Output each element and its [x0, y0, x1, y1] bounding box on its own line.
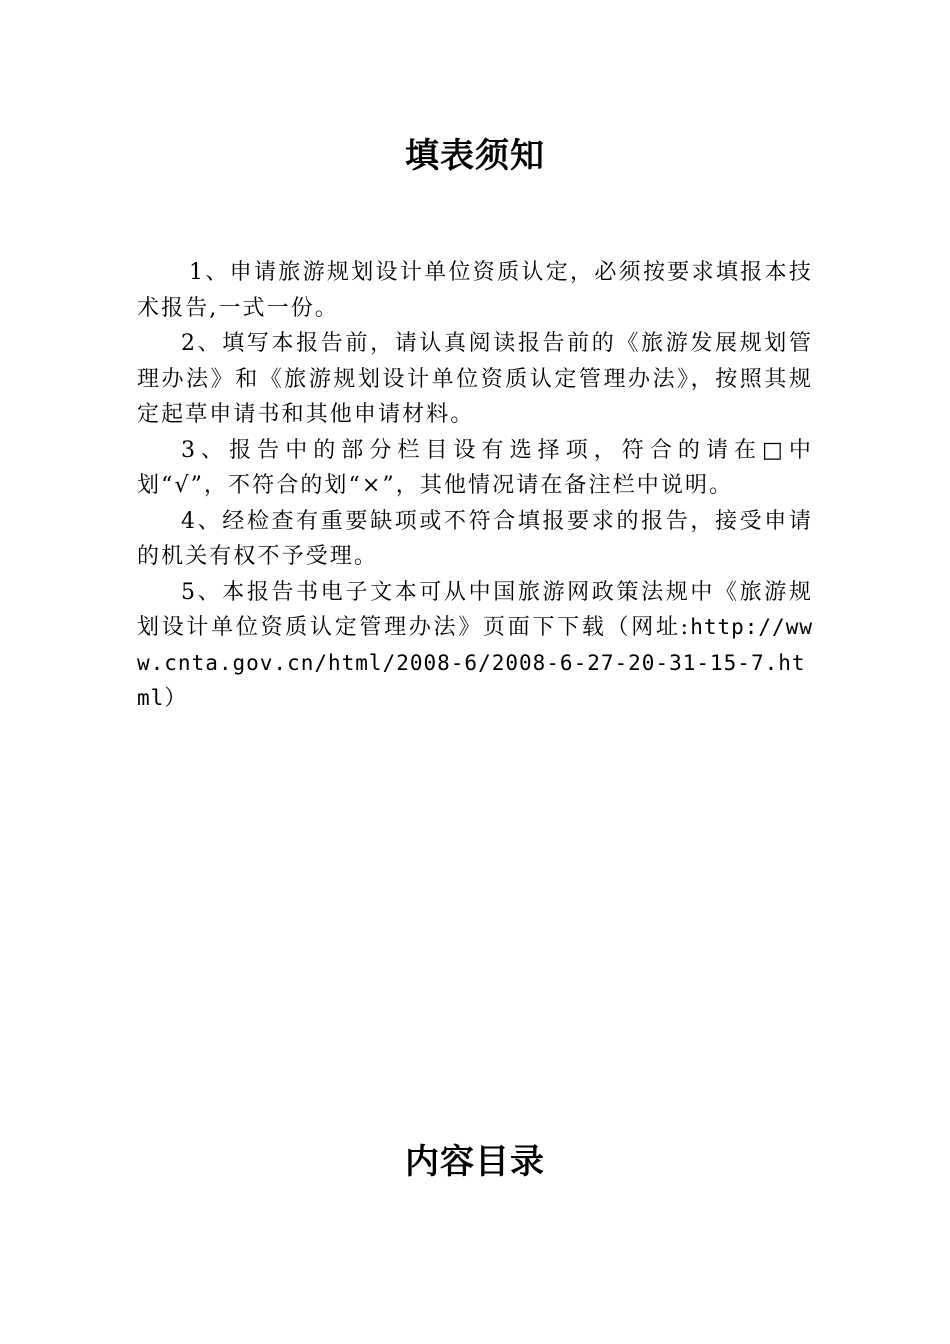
instruction-item-3: 3、报告中的部分栏目设有选择项，符合的请在□中划“√”，不符合的划“×”，其他情况请在备注栏中说明。	[137, 437, 813, 498]
page-title: 填表须知	[405, 136, 545, 176]
instruction-item-5-text: 5、本报告书电子文本可从中国旅游网政策法规中《旅游规划设计单位资质认定管理办法》页面下下载（网址:	[137, 579, 813, 640]
instruction-item-2: 2、填写本报告前，请认真阅读报告前的《旅游发展规划管理办法》和《旅游规划设计单位资质认定管理办法》，按照其规定起草申请书和其他申请材料。	[137, 331, 813, 427]
instruction-item-5	[137, 575, 813, 717]
instruction-item-1: 1、申请旅游规划设计单位资质认定，必须按要求填报本技术报告,一式一份。	[137, 260, 813, 321]
instruction-item-4: 4、经检查有重要缺项或不符合填报要求的报告，接受申请的机关有权不予受理。	[137, 508, 813, 569]
instruction-item-5-close: ）	[164, 686, 189, 711]
download-url: http://www.cnta.gov.cn/html/2008-6/2008-6-27-20-31-15-7.html	[137, 615, 813, 710]
section-title-contents: 内容目录	[405, 1142, 545, 1182]
instructions-list	[137, 255, 813, 717]
